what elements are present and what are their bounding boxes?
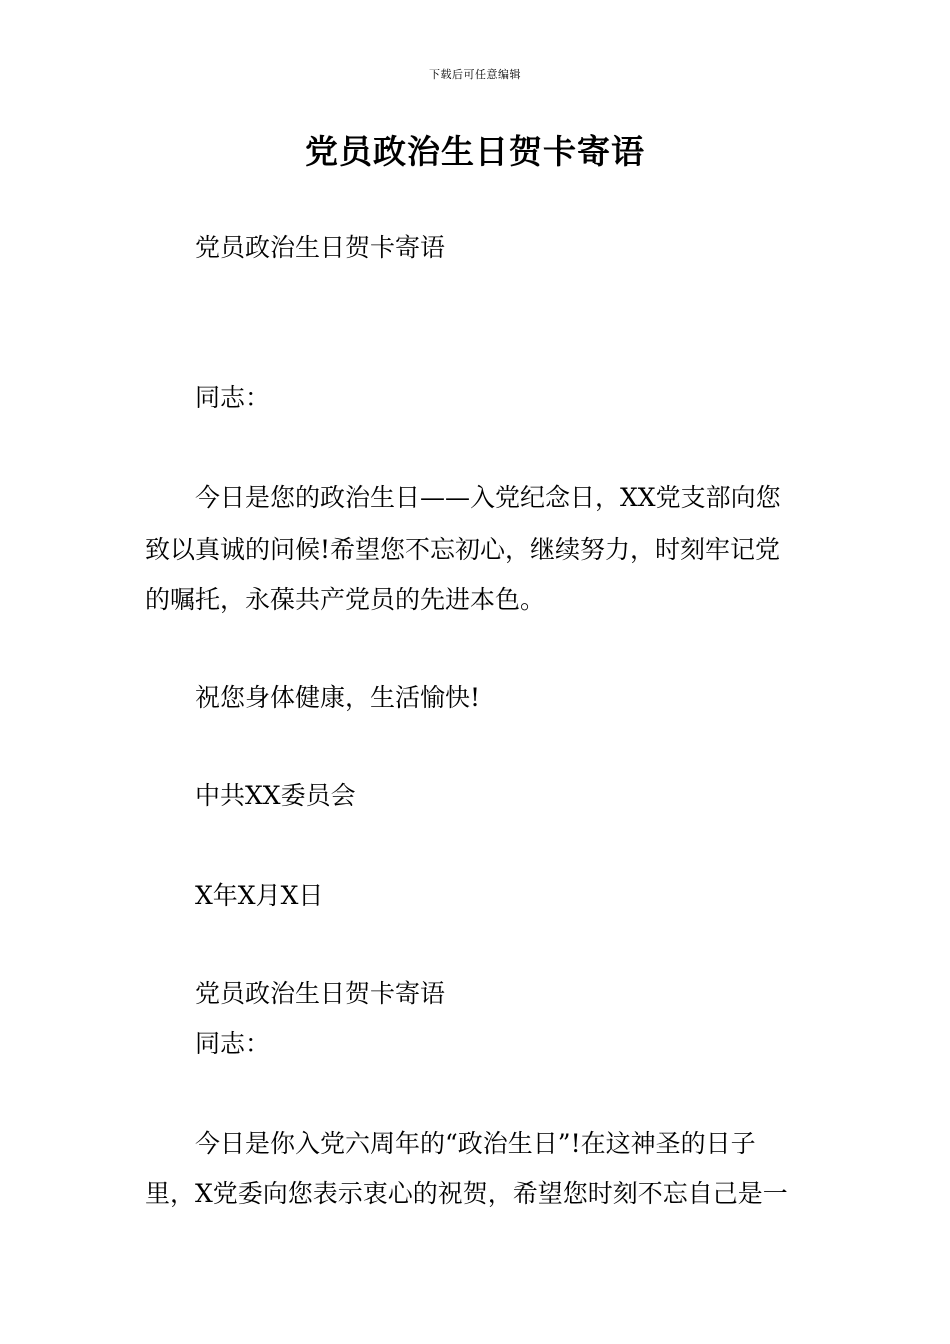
paragraph-1-line-1: 今日是您的政治生日——入党纪念日，XX党支部向您: [195, 483, 781, 512]
signature-date: X年X月X日: [195, 881, 324, 910]
paragraph-1-line-3: 的嘱托，永葆共产党员的先进本色。: [145, 585, 546, 614]
wish-line: 祝您身体健康，生活愉快!: [195, 683, 481, 712]
salutation-1: 同志：: [195, 383, 271, 412]
paragraph-2-line-2: 里，X党委向您表示衷心的祝贺，希望您时刻不忘自己是一: [145, 1179, 788, 1208]
section-heading-1: 党员政治生日贺卡寄语: [195, 233, 446, 262]
paragraph-2-line-1: 今日是你入党六周年的“政治生日”!在这神圣的日子: [195, 1129, 756, 1158]
header-note: 下载后可任意编辑: [429, 68, 521, 81]
signature-org: 中共XX委员会: [195, 781, 356, 810]
salutation-2: 同志：: [195, 1029, 271, 1058]
paragraph-1-line-2: 致以真诚的问候!希望您不忘初心，继续努力，时刻牢记党: [145, 535, 781, 564]
document-title: 党员政治生日贺卡寄语: [305, 132, 645, 171]
section-heading-2: 党员政治生日贺卡寄语: [195, 979, 446, 1008]
